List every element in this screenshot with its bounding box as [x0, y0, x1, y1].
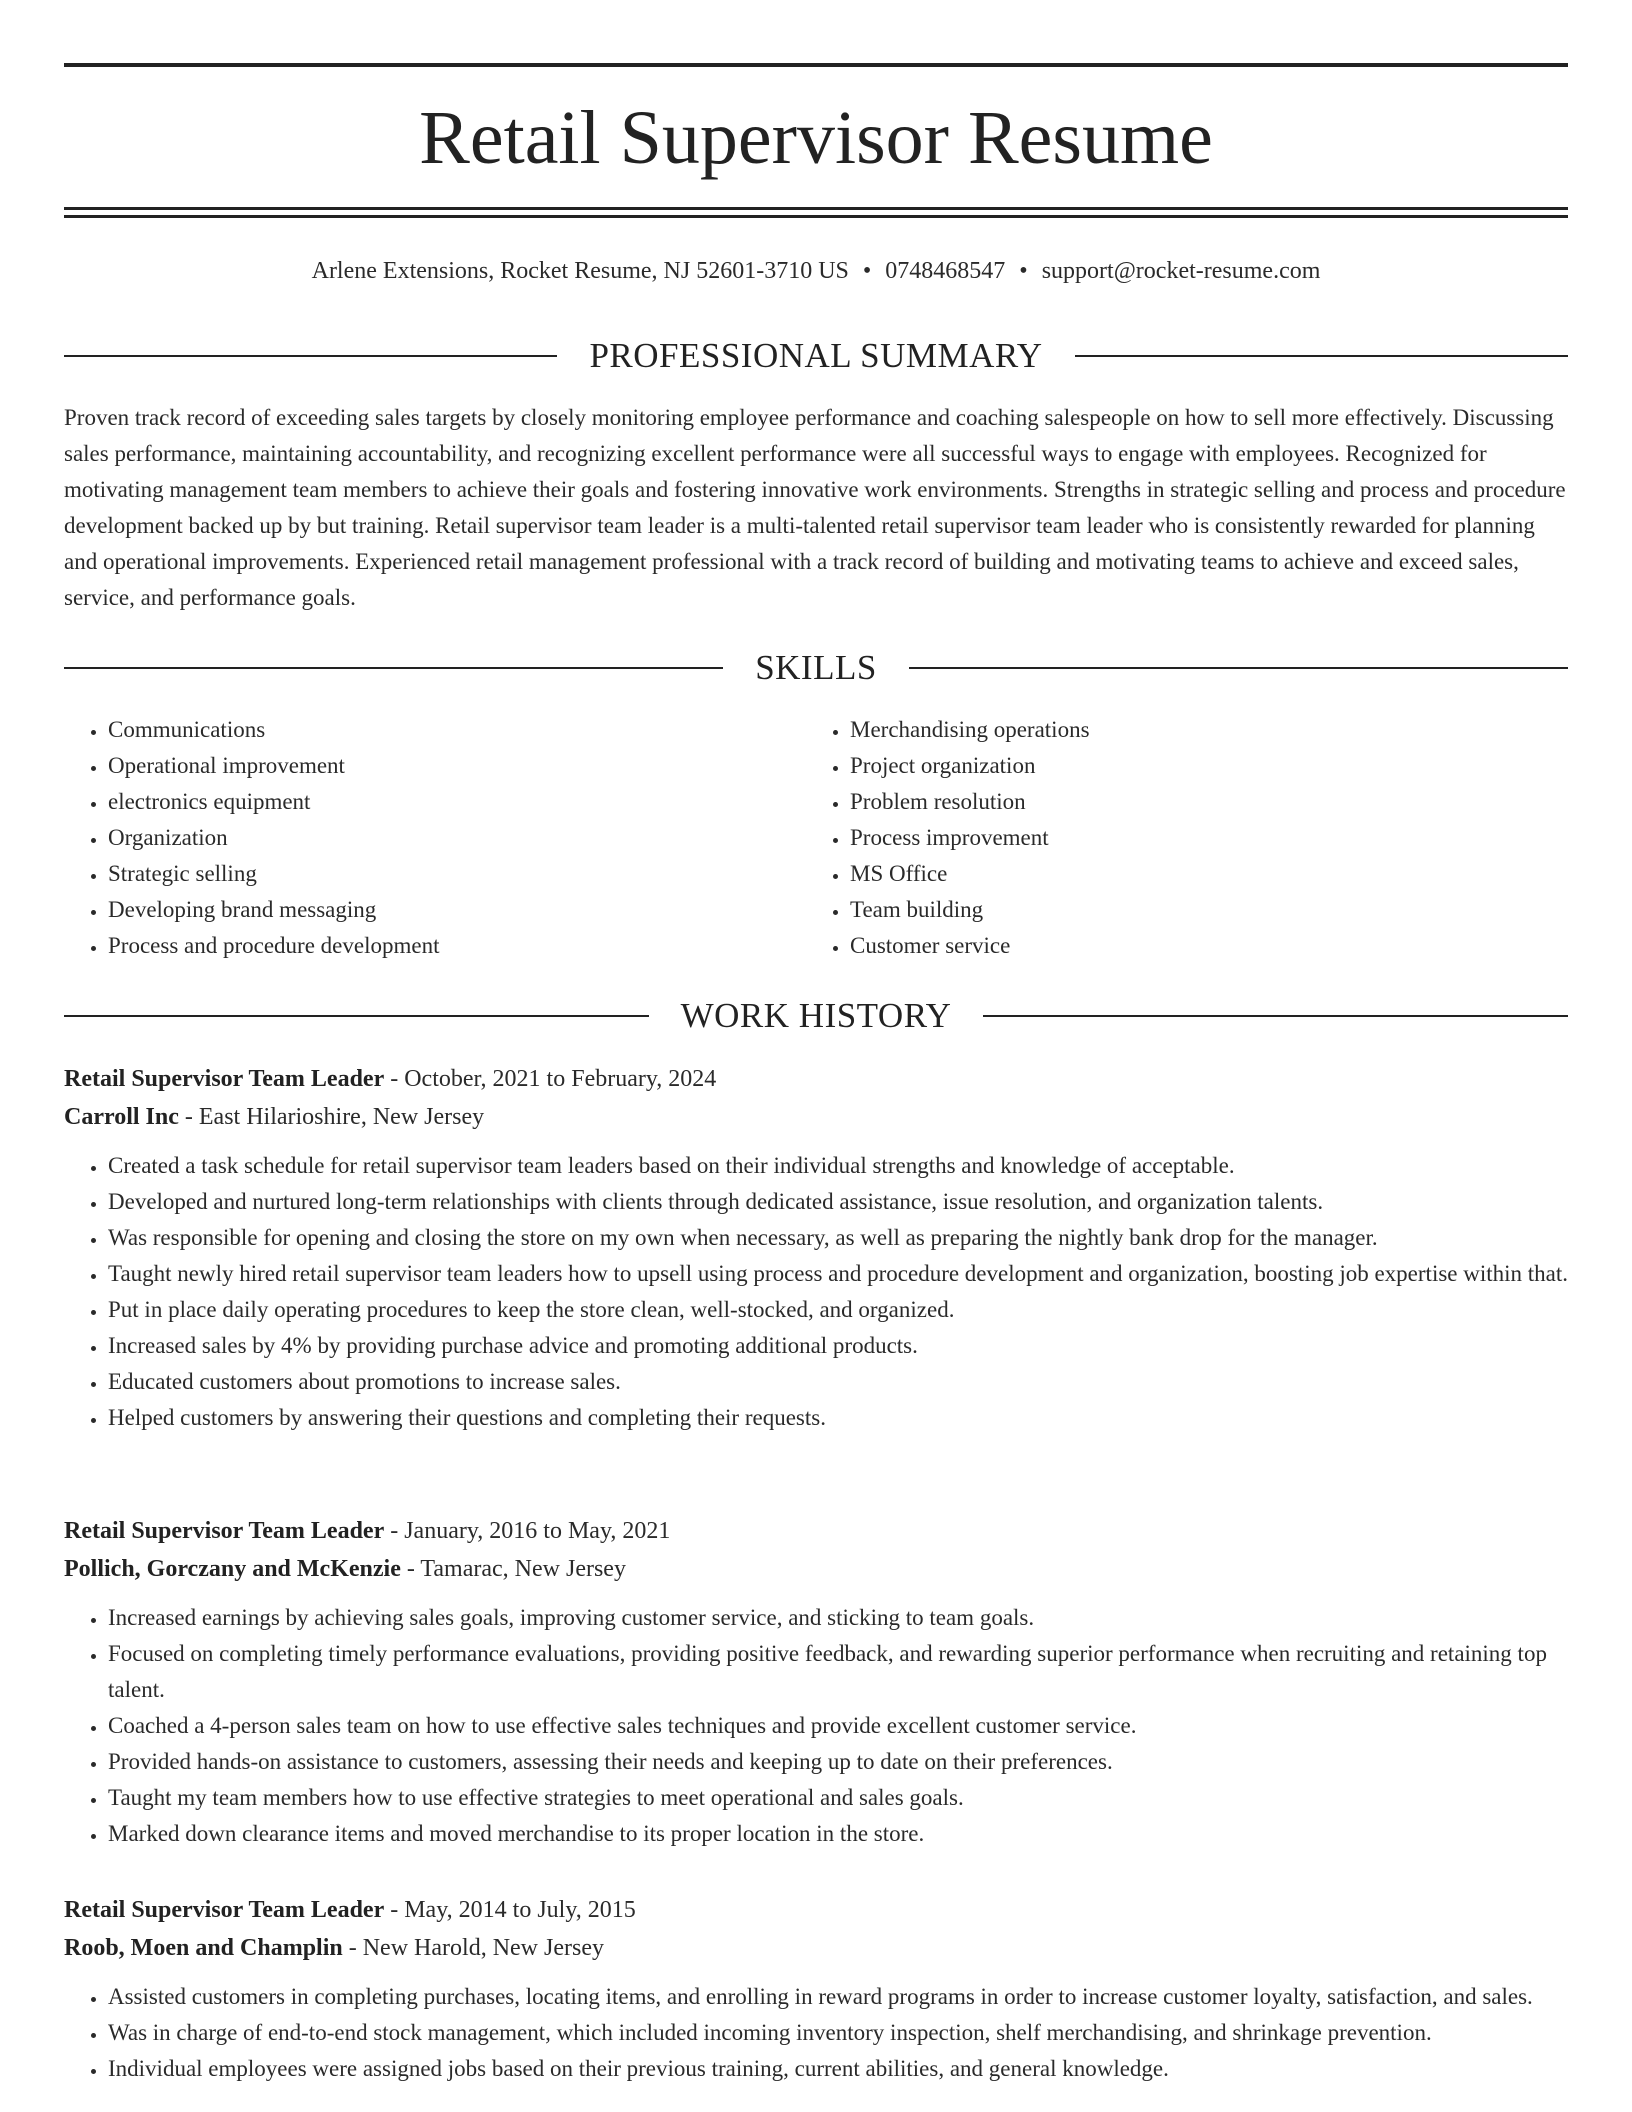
job-bullet: • Marked down clearance items and moved merchandise to its proper location in the store. — [108, 1816, 1568, 1852]
job-company-line — [64, 1098, 1568, 1136]
work-history-heading — [64, 994, 1568, 1038]
title-double-rule — [64, 207, 1568, 218]
skill-item: • Customer service — [850, 928, 1548, 964]
skills-column-right — [806, 712, 1548, 964]
job-dates: - October, 2021 to February, 2024 — [384, 1066, 717, 1092]
heading-rule-right — [1075, 355, 1568, 357]
skill-item: • Process improvement — [850, 820, 1548, 856]
job-bullets — [64, 1600, 1568, 1852]
contact-line — [64, 254, 1568, 288]
job-entry — [64, 1060, 1568, 1436]
skills-column-left — [64, 712, 806, 964]
job-bullet: • Focused on completing timely performance evaluations, providing positive feedback, and rewarding superior performance when recruiting and retaining top talent. — [108, 1636, 1568, 1708]
job-bullet: • Developed and nurtured long-term relationships with clients through dedicated assistance, issue resolution, and organization talents. — [108, 1184, 1568, 1220]
skill-item: • Problem resolution — [850, 784, 1548, 820]
skill-item: • Communications — [108, 712, 806, 748]
job-bullet: • Provided hands-on assistance to customers, assessing their needs and keeping up to date on their preferences. — [108, 1744, 1568, 1780]
job-bullet: • Put in place daily operating procedures to keep the store clean, well-stocked, and organized. — [108, 1292, 1568, 1328]
resume-title: Retail Supervisor Resume — [419, 96, 1213, 180]
job-company-line — [64, 1929, 1568, 1967]
job-bullet: • Individual employees were assigned jobs based on their previous training, current abilities, and general knowledge. — [108, 2051, 1568, 2087]
job-bullets — [64, 1148, 1568, 1436]
heading-rule-left — [64, 355, 557, 357]
job-title-line — [64, 1060, 1568, 1098]
top-rule — [64, 63, 1568, 67]
job-company: Pollich, Gorczany and McKenzie — [64, 1556, 401, 1582]
skill-item: • MS Office — [850, 856, 1548, 892]
job-company: Carroll Inc — [64, 1104, 179, 1130]
heading-rule-right — [909, 667, 1568, 669]
skill-item: • electronics equipment — [108, 784, 806, 820]
professional-summary: Proven track record of exceeding sales targets by closely monitoring employee performance and coaching salespeople on how to sell more effectively. Discussing sales performance, maintaining accountability, and recognizing excellent performance were all successful ways to engage with employees. Recognized for motivating management team members to achieve their goals and fostering innovative work environments. Strengths in strategic selling and process and procedure development backed up by but training. Retail supervisor team leader is a multi-talented retail supervisor team leader who is consistently rewarded for planning and operational improvements. Experienced retail management professional with a track record of building and motivating teams to achieve and exceed sales, service, and performance goals. — [64, 405, 1566, 610]
skill-item: • Operational improvement — [108, 748, 806, 784]
work-history-heading-label: WORK HISTORY — [680, 996, 952, 1035]
job-title-line — [64, 1512, 1568, 1550]
job-location: - New Harold, New Jersey — [342, 1935, 604, 1961]
job-bullet: • Taught my team members how to use effective strategies to meet operational and sales goals. — [108, 1780, 1568, 1816]
job-dates: - May, 2014 to July, 2015 — [384, 1897, 636, 1923]
skills-list — [64, 712, 1568, 964]
job-dates: - January, 2016 to May, 2021 — [384, 1518, 671, 1544]
job-entry — [64, 1512, 1568, 1852]
job-bullet: • Helped customers by answering their questions and completing their requests. — [108, 1400, 1568, 1436]
job-title-line — [64, 1891, 1568, 1929]
job-bullet: • Was in charge of end-to-end stock management, which included incoming inventory inspection, shelf merchandising, and shrinkage prevention. — [108, 2015, 1568, 2051]
job-bullet: • Educated customers about promotions to increase sales. — [108, 1364, 1568, 1400]
skill-item: • Merchandising operations — [850, 712, 1548, 748]
contact-address: Arlene Extensions, Rocket Resume, NJ 52601-3710 US — [311, 258, 849, 284]
contact-email: support@rocket-resume.com — [1041, 258, 1321, 284]
contact-separator: • — [862, 258, 872, 284]
contact-separator: • — [1019, 258, 1028, 284]
job-entry — [64, 1891, 1568, 2087]
summary-heading-label: PROFESSIONAL SUMMARY — [589, 336, 1043, 375]
skills-heading-label: SKILLS — [755, 648, 877, 687]
job-bullet: • Increased sales by 4% by providing purchase advice and promoting additional products. — [108, 1328, 1568, 1364]
heading-rule-left — [64, 667, 723, 669]
heading-rule-right — [983, 1015, 1568, 1017]
skills-heading — [64, 646, 1568, 690]
job-bullets — [64, 1979, 1568, 2087]
job-title: Retail Supervisor Team Leader — [64, 1897, 385, 1923]
job-bullet: • Was responsible for opening and closing the store on my own when necessary, as well as preparing the nightly bank drop for the manager. — [108, 1220, 1568, 1256]
job-bullet: • Increased earnings by achieving sales goals, improving customer service, and sticking to team goals. — [108, 1600, 1568, 1636]
heading-rule-left — [64, 1015, 649, 1017]
skill-item: • Team building — [850, 892, 1548, 928]
contact-phone: 0748468547 — [885, 258, 1006, 284]
skill-item: • Organization — [108, 820, 806, 856]
job-title: Retail Supervisor Team Leader — [64, 1066, 385, 1092]
skill-item: • Developing brand messaging — [108, 892, 806, 928]
job-location: - Tamarac, New Jersey — [400, 1556, 626, 1582]
job-bullet: • Taught newly hired retail supervisor team leaders how to upsell using process and procedure development and organization, boosting job expertise within that. — [108, 1256, 1568, 1292]
job-company-line — [64, 1550, 1568, 1588]
job-bullet: • Created a task schedule for retail supervisor team leaders based on their individual strengths and knowledge of acceptable. — [108, 1148, 1568, 1184]
skill-item: • Strategic selling — [108, 856, 806, 892]
job-location: - East Hilarioshire, New Jersey — [178, 1104, 485, 1130]
job-bullet: • Assisted customers in completing purchases, locating items, and enrolling in reward programs in order to increase customer loyalty, satisfaction, and sales. — [108, 1979, 1568, 2015]
skill-item: • Process and procedure development — [108, 928, 806, 964]
skill-item: • Project organization — [850, 748, 1548, 784]
job-company: Roob, Moen and Champlin — [64, 1935, 343, 1961]
job-bullet: • Coached a 4-person sales team on how to use effective sales techniques and provide excellent customer service. — [108, 1708, 1568, 1744]
summary-heading — [64, 334, 1568, 378]
job-title: Retail Supervisor Team Leader — [64, 1518, 385, 1544]
